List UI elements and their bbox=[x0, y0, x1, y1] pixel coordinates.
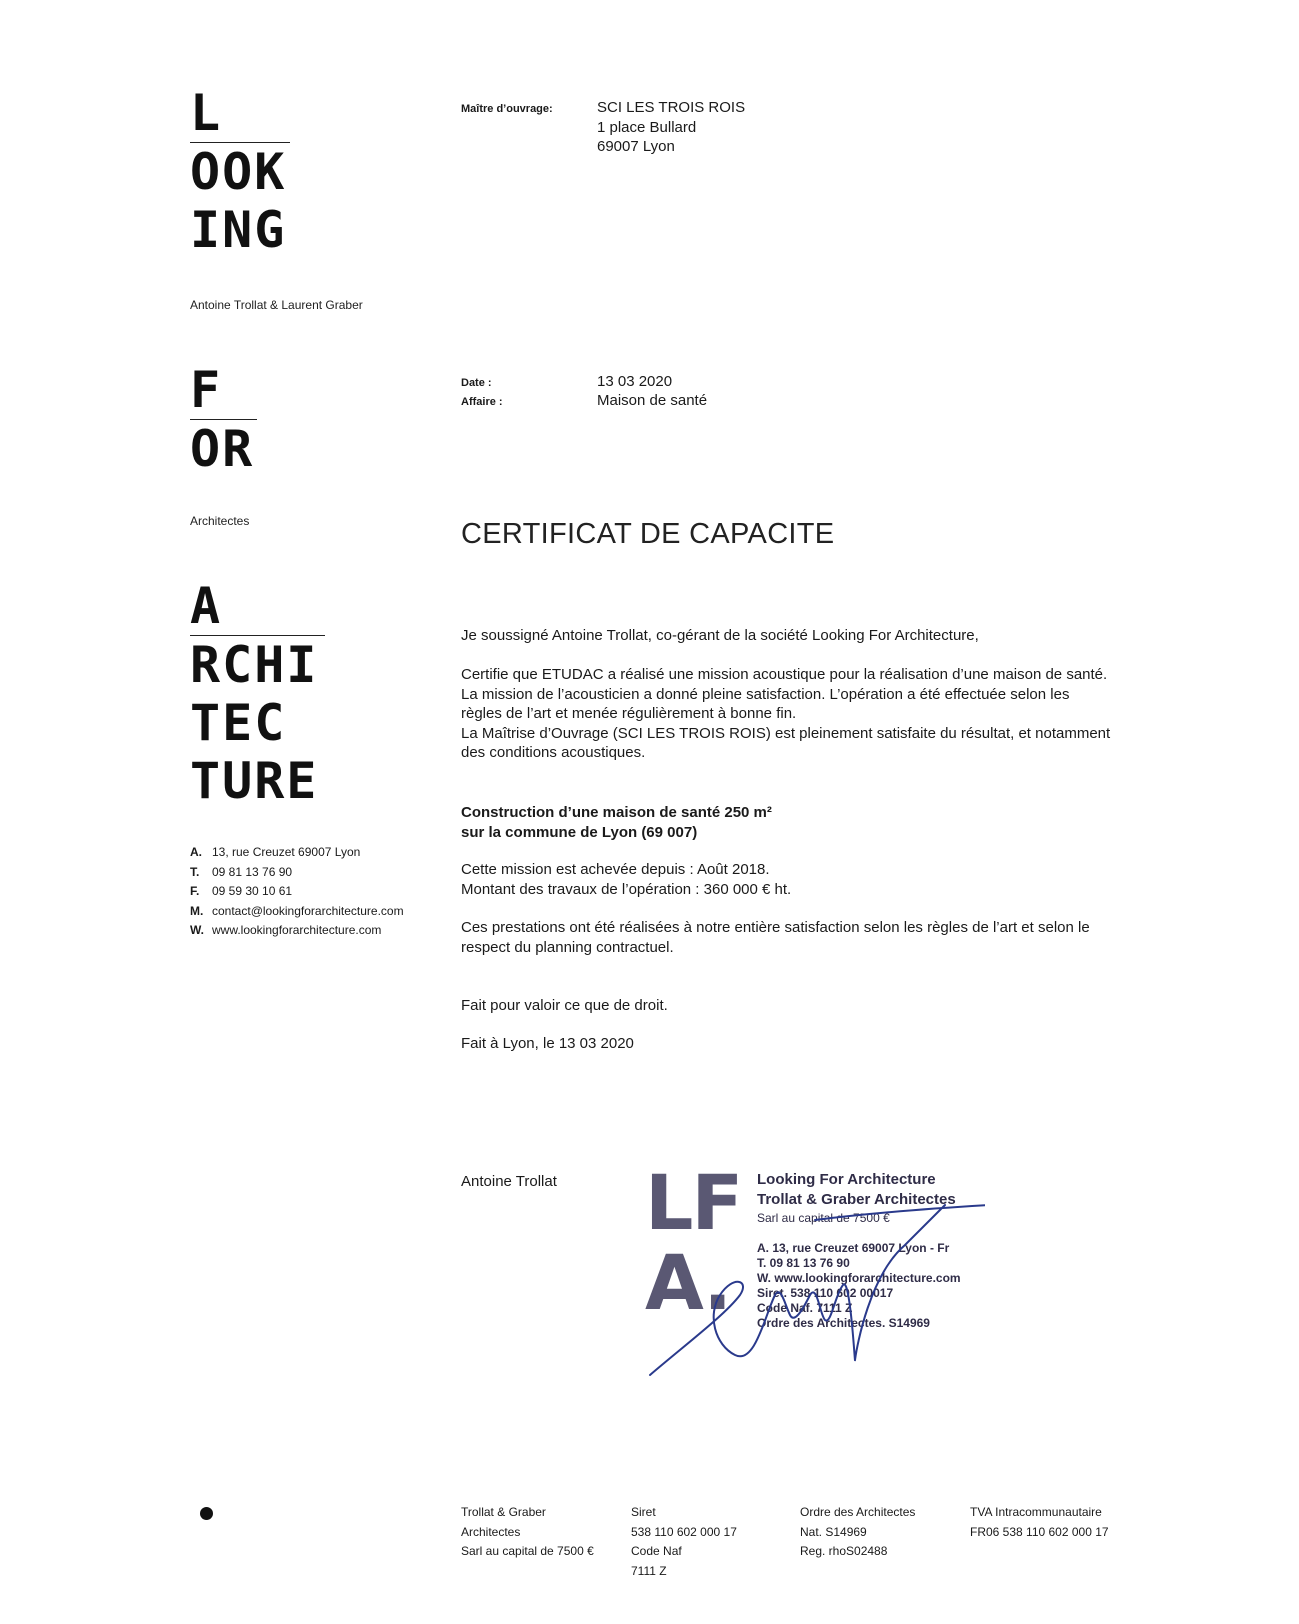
architectes-text: Architectes bbox=[190, 514, 250, 528]
stamp-letters-lf: LF bbox=[645, 1158, 742, 1247]
stamp-line: Ordre des Architectes. S14969 bbox=[757, 1316, 930, 1330]
stamp-line: Looking For Architecture bbox=[757, 1171, 936, 1188]
stamp-line: T. 09 81 13 76 90 bbox=[757, 1256, 850, 1270]
place-date-text: Fait à Lyon, le 13 03 2020 bbox=[461, 1035, 634, 1052]
logo-line: OOK bbox=[190, 143, 287, 201]
document-title: CERTIFICAT DE CAPACITE bbox=[461, 518, 835, 550]
project-description bbox=[461, 803, 1111, 842]
logo-line: TURE bbox=[190, 752, 319, 810]
footer-line: Reg. rhoS02488 bbox=[800, 1544, 888, 1558]
para-mission: Certifie que ETUDAC a réalisé une mission acoustique pour la réalisation d’une maison de santé. bbox=[461, 666, 1108, 683]
company-stamp bbox=[645, 1158, 985, 1385]
satisfaction-text: Ces prestations ont été réalisées à notre entière satisfaction selon les règles de l’art et selon le respect du planning contractuel. bbox=[461, 919, 1090, 956]
para-satisfaction: La mission de l’acousticien a donné pleine satisfaction. L’opération a été effectuée selon les règles de l’art et menée régulièrement à bonne fin. bbox=[461, 685, 1070, 722]
closing-text: Fait pour valoir ce que de droit. bbox=[461, 997, 668, 1014]
footer-tva bbox=[970, 1503, 1109, 1542]
project-line: sur la commune de Lyon (69 007) bbox=[461, 823, 698, 841]
contact-fax: F. 09 59 30 10 61 bbox=[190, 884, 293, 898]
signatory-name: Antoine Trollat bbox=[461, 1173, 557, 1190]
footer-line: Ordre des Architectes bbox=[800, 1505, 916, 1519]
client-line: 1 place Bullard bbox=[597, 118, 697, 136]
contact-block bbox=[190, 843, 404, 941]
footer-line: Architectes bbox=[461, 1524, 521, 1539]
certification-paragraph bbox=[461, 665, 1111, 763]
partners-text: Antoine Trollat & Laurent Graber bbox=[190, 298, 363, 312]
logo-line: TEC bbox=[190, 694, 287, 752]
logo-line: L bbox=[190, 84, 223, 142]
mission-done: Cette mission est achevée depuis : Août 2018. bbox=[461, 861, 770, 878]
footer-line: Siret bbox=[631, 1505, 656, 1519]
stamp-line: Siret. 538 110 602 00017 bbox=[757, 1286, 894, 1300]
stamp-line: Sarl au capital de 7500 € bbox=[757, 1211, 890, 1225]
stamp-line: Code Naf. 7111 Z bbox=[757, 1301, 853, 1315]
logo-architecture bbox=[190, 577, 325, 810]
footer-siret bbox=[631, 1503, 737, 1581]
stamp-line: W. www.lookingforarchitecture.com bbox=[757, 1271, 961, 1285]
para-client: La Maîtrise d’Ouvrage (SCI LES TROIS ROIS) est pleinement satisfaite du résultat, et notamment des conditions acoustiques. bbox=[461, 724, 1111, 761]
footer-dot bbox=[200, 1507, 213, 1520]
footer-line: Nat. S14969 bbox=[800, 1524, 867, 1539]
footer-line: TVA Intracommunautaire bbox=[970, 1505, 1102, 1519]
logo-line: F bbox=[190, 361, 223, 419]
client-label: Maître d’ouvrage: bbox=[461, 103, 553, 115]
footer-ordre bbox=[800, 1503, 915, 1562]
handwritten-signature bbox=[645, 1158, 985, 1385]
client-line: 69007 Lyon bbox=[597, 138, 675, 155]
contact-address: A. 13, rue Creuzet 69007 Lyon bbox=[190, 845, 361, 859]
footer-line: Sarl au capital de 7500 € bbox=[461, 1544, 594, 1558]
intro-text: Je soussigné Antoine Trollat, co-gérant de la société Looking For Architecture, bbox=[461, 627, 979, 644]
logo-line: ING bbox=[190, 201, 287, 259]
footer-line: Trollat & Graber bbox=[461, 1505, 546, 1519]
date-label: Date : bbox=[461, 377, 492, 389]
stamp-line: A. 13, rue Creuzet 69007 Lyon - Fr bbox=[757, 1241, 950, 1255]
affaire-label: Affaire : bbox=[461, 396, 503, 408]
contact-email[interactable]: M. contact@lookingforarchitecture.com bbox=[190, 903, 404, 918]
stamp-line: Trollat & Graber Architectes bbox=[757, 1191, 956, 1208]
contact-website[interactable]: W. www.lookingforarchitecture.com bbox=[190, 923, 382, 937]
amount-text: Montant des travaux de l’opération : 360 000 € ht. bbox=[461, 880, 792, 898]
project-line: Construction d’une maison de santé 250 m² bbox=[461, 804, 772, 821]
stamp-letters-a: A. bbox=[645, 1238, 731, 1327]
footer-company bbox=[461, 1503, 594, 1562]
footer-line: 538 110 602 000 17 bbox=[631, 1524, 737, 1539]
client-address bbox=[597, 98, 745, 157]
logo-for bbox=[190, 361, 257, 478]
logo-looking bbox=[190, 84, 290, 259]
date-value: 13 03 2020 bbox=[597, 373, 673, 390]
mission-details bbox=[461, 860, 1111, 899]
client-line: SCI LES TROIS ROIS bbox=[597, 99, 746, 116]
logo-line: OR bbox=[190, 420, 255, 478]
logo-line: A bbox=[190, 577, 223, 635]
footer-line: 7111 Z bbox=[631, 1563, 667, 1578]
footer-line: Code Naf bbox=[631, 1544, 682, 1558]
footer-line: FR06 538 110 602 000 17 bbox=[970, 1524, 1109, 1539]
contact-phone: T. 09 81 13 76 90 bbox=[190, 864, 293, 879]
affaire-value: Maison de santé bbox=[597, 392, 708, 409]
logo-line: RCHI bbox=[190, 636, 319, 694]
